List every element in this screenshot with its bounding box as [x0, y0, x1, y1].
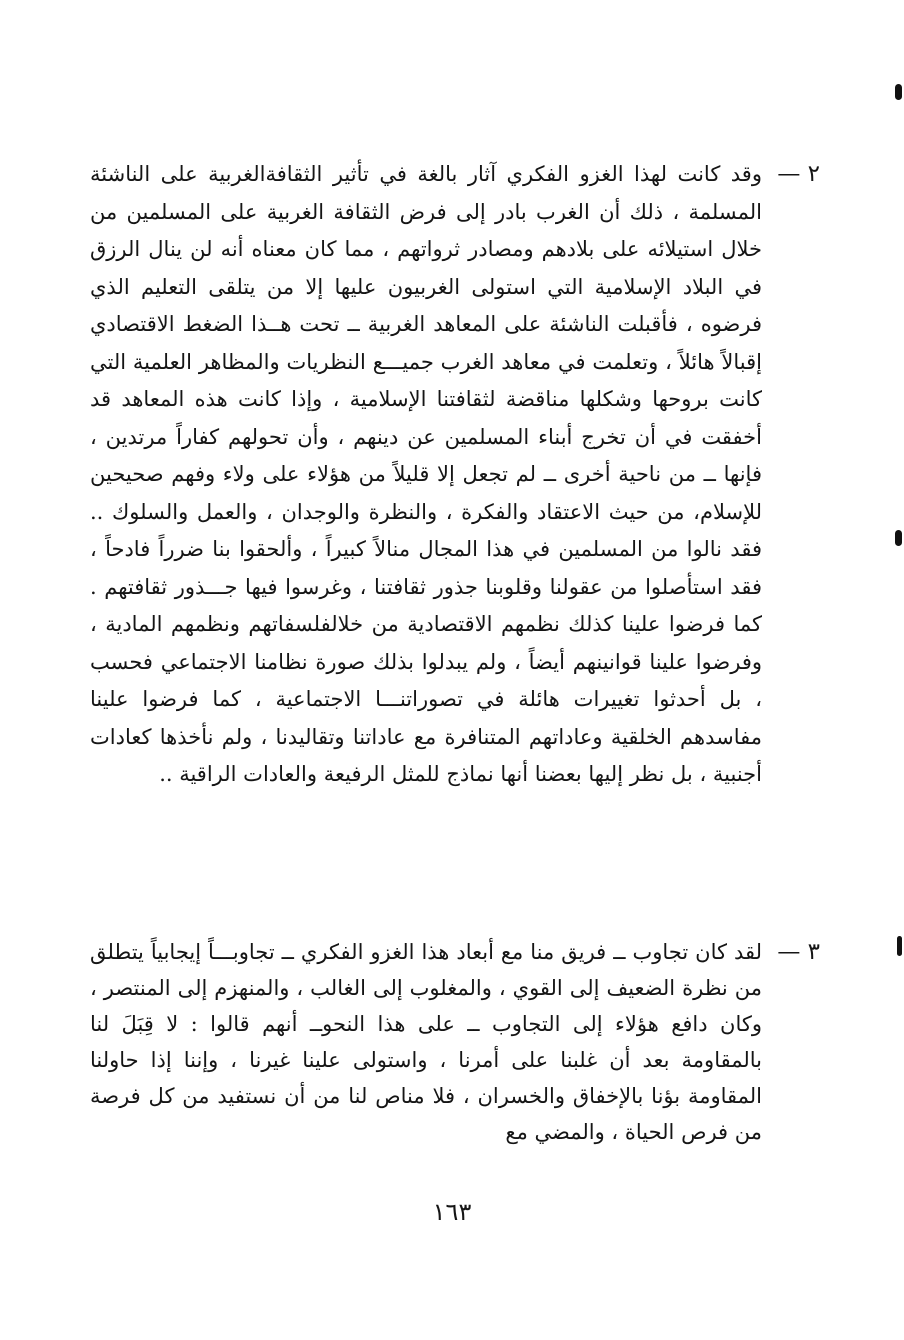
paragraph-number: ٣ — [777, 939, 820, 965]
numbered-paragraph-3 [90, 934, 820, 1150]
binding-mark [895, 84, 902, 100]
binding-mark [897, 936, 902, 956]
paragraph-text: لقد كان تجاوب ــ فريق منا مع أبعاد هذا الغزو الفكري ــ تجاوبـــاً إيجابياً يتطلق من نظرة الضعيف إلى القوي ، والمغلوب إلى الغالب ، والمنهزم إلى المنتصر ، وكان دافع هؤلاء إلى التجاوب ــ على هذا النحوــ أنهم قالوا : لا قِبَلَ لنا بالمقاومة بعد أن غلبنا على أمرنا ، واستولى علينا غيرنا ، وإننا إذا حاولنا المقاومة بؤنا بالإخفاق والخسران ، فلا مناص لنا من أن نستفيد من كل فرصة من فرص الحياة ، والمضي مع [90, 940, 762, 1144]
page-number: ١٦٣ [432, 1198, 472, 1226]
paragraph-number: ٢ — [777, 161, 820, 187]
binding-mark [895, 530, 902, 546]
paragraph-text: وقد كانت لهذا الغزو الفكري آثار بالغة في تأثير الثقافةالغربية على الناشئة المسلمة ، ذلك أن الغرب بادر إلى فرض الثقافة الغربية على المسلمين من خلال استيلائه على بلادهم ومصادر ثرواتهم ، مما كان معناه أنه لن ينال الرزق في البلاد الإسلامية التي استولى الغربيون عليها إلا من يتلقى التعليم الذي فرضوه ، فأقبلت الناشئة على المعاهد الغربية ــ تحت هــذا الضغط الاقتصادي إقبالاً هائلاً ، وتعلمت في معاهد الغرب جميـــع النظريات والمظاهر العلمية التي كانت بروحها وشكلها مناقضة لثقافتنا الإسلامية ، وإذا كانت هذه المعاهد قد أخفقت في أن تخرج أبناء المسلمين عن دينهم ، وأن تحولهم كفاراً مرتدين ، فإنها ــ من ناحية أخرى ــ لم تجعل إلا قليلاً من هؤلاء على ولاء وفهم صحيحين للإسلام، من حيث الاعتقاد والفكرة ، والنظرة والوجدان ، والعمل والسلوك .. فقد نالوا من المسلمين في هذا المجال منالاً كبيراً ، وألحقوا بنا ضرراً فادحاً ، فقد استأصلوا من عقولنا وقلوبنا جذور ثقافتنا ، وغرسوا فيها جـــذور ثقافتهم . كما فرضوا علينا كذلك نظمهم الاقتصادية من خلالفلسفاتهم ونظمهم المادية ، وفرضوا علينا قوانينهم أيضاً ، ولم يبدلوا بذلك صورة نظامنا الاجتماعي فحسب ، بل أحدثوا تغييرات هائلة في تصوراتنـــا الاجتماعية ، كما فرضوا علينا مفاسدهم الخلقية وعاداتهم المتنافرة مع عاداتنا وتقاليدنا ، ولم نأخذها كعادات أجنبية ، بل نظر إليها بعضنا أنها نماذج للمثل الرفيعة والعادات الراقية .. [90, 162, 762, 786]
numbered-paragraph-2 [90, 156, 820, 794]
